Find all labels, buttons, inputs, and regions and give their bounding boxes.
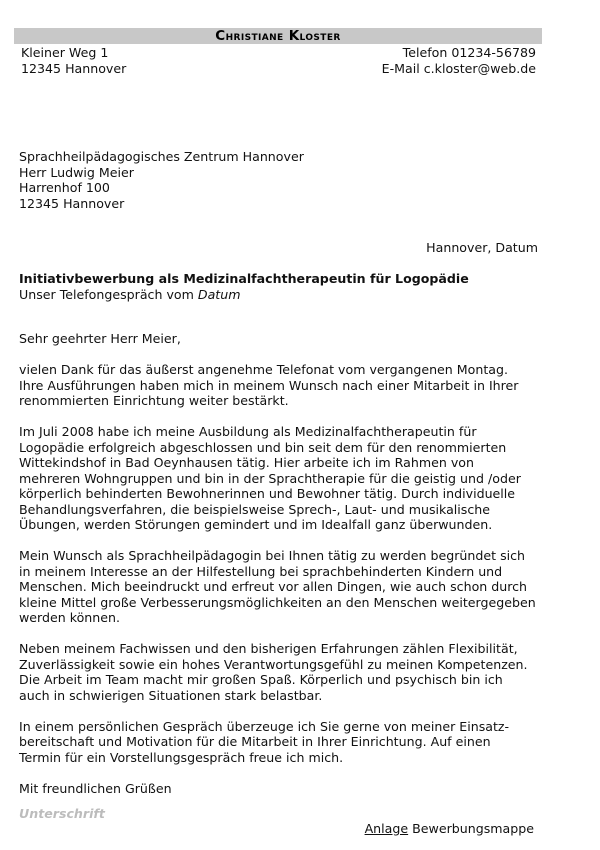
- sender-city: 12345 Hannover: [21, 61, 127, 76]
- recipient-organization: Sprachheilpädagogisches Zentrum Hannover: [19, 149, 304, 164]
- paragraph-4: Neben meinem Fachwissen und den bisherigen Erfahrungen zählen Flexibilität, Zuverlässigkeit sowie ein hohes Verantwortungsgefühl zu meinen Kompetenzen. Die Arbeit im Team macht mir großen Spaß. Körperlich und psychisch bin ich auch in schwierigen Situationen stark belastbar.: [19, 641, 528, 703]
- letterhead-bar: [14, 28, 542, 44]
- paragraph-5: In einem persönlichen Gespräch überzeuge ich Sie gerne von meiner Einsatz- bereitschaft und Motivation für die Mitarbeit in Ihrer Einrichtung. Auf einen Termin für ein Vorstellungsgespräch freue ich mich.: [19, 718, 510, 765]
- enclosure-label: Anlage: [364, 821, 409, 836]
- sender-street: Kleiner Weg 1: [21, 45, 109, 60]
- sender-email: E-Mail c.kloster@web.de: [381, 61, 536, 76]
- subject-reference-date: Datum: [197, 286, 241, 302]
- subject-reference: [19, 287, 469, 303]
- enclosure-item: Bewerbungsmappe: [412, 821, 534, 836]
- subject-title: Initiativbewerbung als Medizinalfachtherapeutin für Logopädie: [19, 271, 469, 286]
- sender-contact: [382, 45, 536, 77]
- recipient-address: [19, 149, 304, 211]
- sender-name: Christiane Kloster: [215, 28, 341, 44]
- enclosure-line: [365, 821, 534, 836]
- sender-address: [21, 45, 126, 77]
- recipient-person: Herr Ludwig Meier: [19, 164, 134, 180]
- recipient-city: 12345 Hannover: [19, 195, 125, 211]
- paragraph-3: Mein Wunsch als Sprachheilpädagogin bei Ihnen tätig zu werden begründet sich in meinem Interesse an der Hilfestellung bei sprachbehinderten Kindern und Menschen. Mich beeindruckt und erfreut vor allen Dingen, wie auch schon durch kleine Mittel große Verbesserungsmöglichkeiten an den Menschen weitergegeben werden können.: [19, 548, 536, 625]
- recipient-street: Harrenhof 100: [19, 180, 110, 195]
- letter-body: [19, 331, 549, 812]
- signature-placeholder: Unterschrift: [19, 806, 105, 821]
- subject-reference-prefix: Unser Telefongespräch vom: [19, 286, 198, 302]
- salutation: Sehr geehrter Herr Meier,: [19, 331, 181, 346]
- subject-block: [19, 271, 469, 302]
- place-date: Hannover, Datum: [426, 240, 538, 255]
- paragraph-1: vielen Dank für das äußerst angenehme Telefonat vom vergangenen Montag. Ihre Ausführungen haben mich in meinem Wunsch nach einer Mitarbeit in Ihrer renommierten Einrichtung weiter bestärkt.: [19, 362, 519, 408]
- closing: Mit freundlichen Grüßen: [19, 780, 172, 796]
- sender-phone: Telefon 01234-56789: [402, 45, 536, 60]
- paragraph-2: Im Juli 2008 habe ich meine Ausbildung als Medizinalfachtherapeutin für Logopädie erfolgreich abgeschlossen und bin seit dem für den renommierten Wittekindshof in Bad Oeynhausen tätig. Hier arbeite ich im Rahmen von mehreren Wohngruppen und bin in der Sprachtherapie für die geistig und /oder körperlich behinderten Bewohnerinnen und Bewohner tätig. Durch individuelle Behandlungsverfahren, die beispielsweise Sprech-, Laut- und musikalische Übungen, werden Störungen gemindert und im Idealfall ganz überwunden.: [19, 424, 521, 532]
